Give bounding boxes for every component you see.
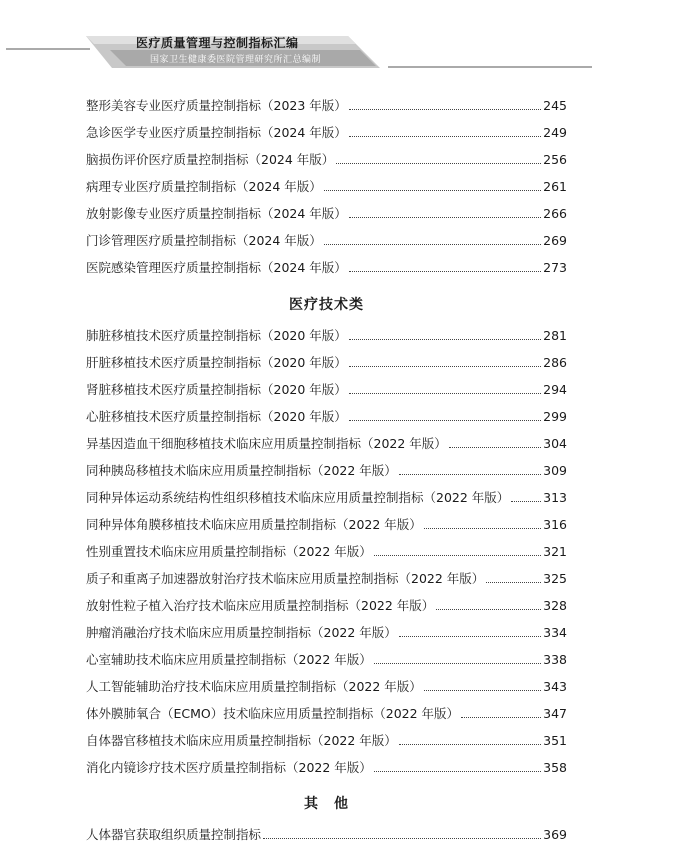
toc-entry[interactable] — [86, 596, 567, 616]
toc-entry-title: 人工智能辅助治疗技术临床应用质量控制指标（2022 年版） — [86, 679, 422, 694]
toc-entry[interactable] — [86, 758, 567, 778]
dot-leader — [424, 690, 541, 691]
toc-entry-title: 异基因造血干细胞移植技术临床应用质量控制指标（2022 年版） — [86, 436, 447, 451]
toc-entry-page: 328 — [543, 598, 567, 613]
toc-entry-page: 313 — [543, 490, 567, 505]
toc-entry[interactable] — [86, 326, 567, 346]
dot-leader — [486, 582, 541, 583]
running-header — [0, 0, 682, 75]
toc-entry[interactable] — [86, 380, 567, 400]
toc-entry-page: 369 — [543, 827, 567, 842]
toc-entry-title: 人体器官获取组织质量控制指标 — [86, 827, 262, 842]
toc-entry-page: 286 — [543, 355, 567, 370]
toc-entry-title: 同种异体角膜移植技术临床应用质量控制指标（2022 年版） — [86, 517, 422, 532]
toc-entry-title: 心脏移植技术医疗质量控制指标（2020 年版） — [86, 409, 347, 424]
toc-entry-page: 299 — [543, 409, 567, 424]
toc-entry-title: 肺脏移植技术医疗质量控制指标（2020 年版） — [86, 328, 347, 343]
dot-leader — [436, 609, 541, 610]
header-subtitle: 国家卫生健康委医院管理研究所汇总编制 — [150, 55, 322, 65]
dot-leader — [349, 339, 541, 340]
toc-entry-page: 273 — [543, 260, 567, 275]
toc-entry-page: 321 — [543, 544, 567, 559]
dot-leader — [399, 744, 541, 745]
dot-leader — [349, 393, 541, 394]
dot-leader — [349, 217, 541, 218]
toc-entry[interactable] — [86, 515, 567, 535]
toc-entry-title: 性别重置技术临床应用质量控制指标（2022 年版） — [86, 544, 372, 559]
toc-entry-title: 医院感染管理医疗质量控制指标（2024 年版） — [86, 260, 347, 275]
header-banner-graphic — [0, 0, 682, 75]
dot-leader — [374, 555, 541, 556]
toc-entry-page: 325 — [543, 571, 567, 586]
dot-leader — [349, 420, 541, 421]
toc-entry[interactable] — [86, 650, 567, 670]
toc-entry-page: 245 — [543, 98, 567, 113]
toc-entry-page: 316 — [543, 517, 567, 532]
toc-entry[interactable] — [86, 434, 567, 454]
toc-entry-title: 消化内镜诊疗技术医疗质量控制指标（2022 年版） — [86, 760, 372, 775]
toc-entry-page: 266 — [543, 206, 567, 221]
toc-entry-page: 338 — [543, 652, 567, 667]
toc-entry-page: 351 — [543, 733, 567, 748]
toc-entry-page: 249 — [543, 125, 567, 140]
toc-entry-title: 同种胰岛移植技术临床应用质量控制指标（2022 年版） — [86, 463, 397, 478]
toc-entry-title: 脑损伤评价医疗质量控制指标（2024 年版） — [86, 152, 335, 167]
dot-leader — [424, 528, 541, 529]
toc-entry[interactable] — [86, 96, 567, 116]
toc-entry[interactable] — [86, 542, 567, 562]
toc-entry[interactable] — [86, 407, 567, 427]
toc-entry-title: 质子和重离子加速器放射治疗技术临床应用质量控制指标（2022 年版） — [86, 571, 485, 586]
section-heading: 其 他 — [304, 796, 349, 812]
toc-entry-page: 294 — [543, 382, 567, 397]
toc-entry-page: 261 — [543, 179, 567, 194]
toc-entry-title: 肝脏移植技术医疗质量控制指标（2020 年版） — [86, 355, 347, 370]
toc-entry-title: 急诊医学专业医疗质量控制指标（2024 年版） — [86, 125, 347, 140]
toc-entry-page: 309 — [543, 463, 567, 478]
toc-entry-title: 放射性粒子植入治疗技术临床应用质量控制指标（2022 年版） — [86, 598, 435, 613]
toc-entry[interactable] — [86, 731, 567, 751]
toc-entry-page: 281 — [543, 328, 567, 343]
toc-entry[interactable] — [86, 677, 567, 697]
dot-leader — [399, 474, 541, 475]
toc-entry[interactable] — [86, 204, 567, 224]
toc-entry[interactable] — [86, 123, 567, 143]
toc-entry-title: 体外膜肺氧合（ECMO）技术临床应用质量控制指标（2022 年版） — [86, 706, 460, 721]
toc-entry-page: 347 — [543, 706, 567, 721]
dot-leader — [511, 501, 541, 502]
toc-entry-title: 自体器官移植技术临床应用质量控制指标（2022 年版） — [86, 733, 397, 748]
toc-entry-title: 门诊管理医疗质量控制指标（2024 年版） — [86, 233, 322, 248]
dot-leader — [399, 636, 541, 637]
dot-leader — [449, 447, 541, 448]
toc-entry[interactable] — [86, 150, 567, 170]
dot-leader — [324, 244, 541, 245]
toc-entry-title: 心室辅助技术临床应用质量控制指标（2022 年版） — [86, 652, 372, 667]
toc-entry[interactable] — [86, 704, 567, 724]
toc-entry[interactable] — [86, 231, 567, 251]
toc-entry[interactable] — [86, 569, 567, 589]
toc-entry-title: 同种异体运动系统结构性组织移植技术临床应用质量控制指标（2022 年版） — [86, 490, 510, 505]
dot-leader — [374, 771, 541, 772]
dot-leader — [336, 163, 541, 164]
toc-entry[interactable] — [86, 353, 567, 373]
toc-entry-title: 肾脏移植技术医疗质量控制指标（2020 年版） — [86, 382, 347, 397]
toc-entry[interactable] — [86, 258, 567, 278]
toc-entry-title: 整形美容专业医疗质量控制指标（2023 年版） — [86, 98, 347, 113]
dot-leader — [349, 136, 541, 137]
section-heading: 医疗技术类 — [289, 297, 364, 313]
dot-leader — [349, 271, 541, 272]
toc-entry[interactable] — [86, 488, 567, 508]
dot-leader — [349, 109, 541, 110]
toc-entry-page: 256 — [543, 152, 567, 167]
dot-leader — [349, 366, 541, 367]
toc-entry-page: 304 — [543, 436, 567, 451]
toc-entry[interactable] — [86, 177, 567, 197]
toc-entry-page: 334 — [543, 625, 567, 640]
header-title: 医疗质量管理与控制指标汇编 — [136, 36, 299, 50]
toc-entry-page: 358 — [543, 760, 567, 775]
toc-entry-title: 病理专业医疗质量控制指标（2024 年版） — [86, 179, 322, 194]
toc-entry-page: 269 — [543, 233, 567, 248]
toc-entry[interactable] — [86, 623, 567, 643]
toc-entry[interactable] — [86, 461, 567, 481]
dot-leader — [263, 838, 541, 839]
toc-entry-title: 放射影像专业医疗质量控制指标（2024 年版） — [86, 206, 347, 221]
toc-entry-page: 343 — [543, 679, 567, 694]
dot-leader — [374, 663, 541, 664]
toc-entry[interactable] — [86, 825, 567, 845]
toc-entry-title: 肿瘤消融治疗技术临床应用质量控制指标（2022 年版） — [86, 625, 397, 640]
dot-leader — [461, 717, 541, 718]
dot-leader — [324, 190, 541, 191]
